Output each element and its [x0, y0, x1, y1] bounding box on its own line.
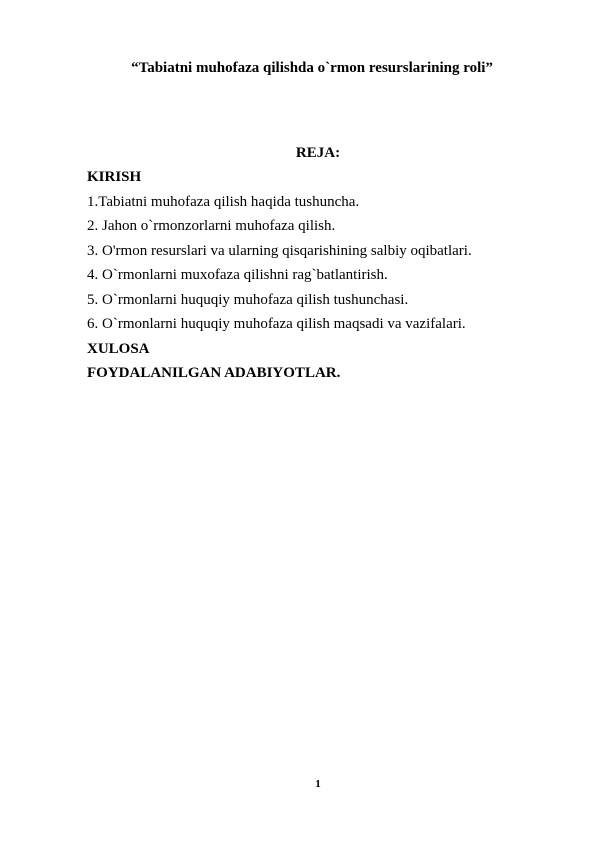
- plan-item-6: 6. O`rmonlarni huquqiy muhofaza qilish maqsadi va vazifalari.: [87, 316, 466, 332]
- plan-list: [87, 165, 547, 386]
- plan-item-3: 3. O'rmon resurslari va ularning qisqarishining salbiy oqibatlari.: [87, 242, 472, 259]
- plan-item-conclusion: XULOSA: [87, 340, 150, 357]
- plan-heading: REJA:: [295, 145, 341, 161]
- page-number: 1: [315, 778, 321, 790]
- plan-item-references: FOYDALANILGAN ADABIYOTLAR.: [87, 365, 341, 381]
- plan-item-4: 4. O`rmonlarni muxofaza qilishni rag`batlantirish.: [87, 267, 388, 283]
- document-title: “Tabiatni muhofaza qilishda o`rmon resurslarining roli”: [131, 60, 493, 76]
- plan-item-intro: KIRISH: [87, 169, 142, 185]
- plan-item-5: 5. O`rmonlarni huquqiy muhofaza qilish tushunchasi.: [87, 291, 409, 308]
- plan-item-2: 2. Jahon o`rmonzorlarni muhofaza qilish.: [87, 218, 336, 234]
- plan-item-1: 1.Tabiatni muhofaza qilish haqida tushuncha.: [87, 193, 360, 210]
